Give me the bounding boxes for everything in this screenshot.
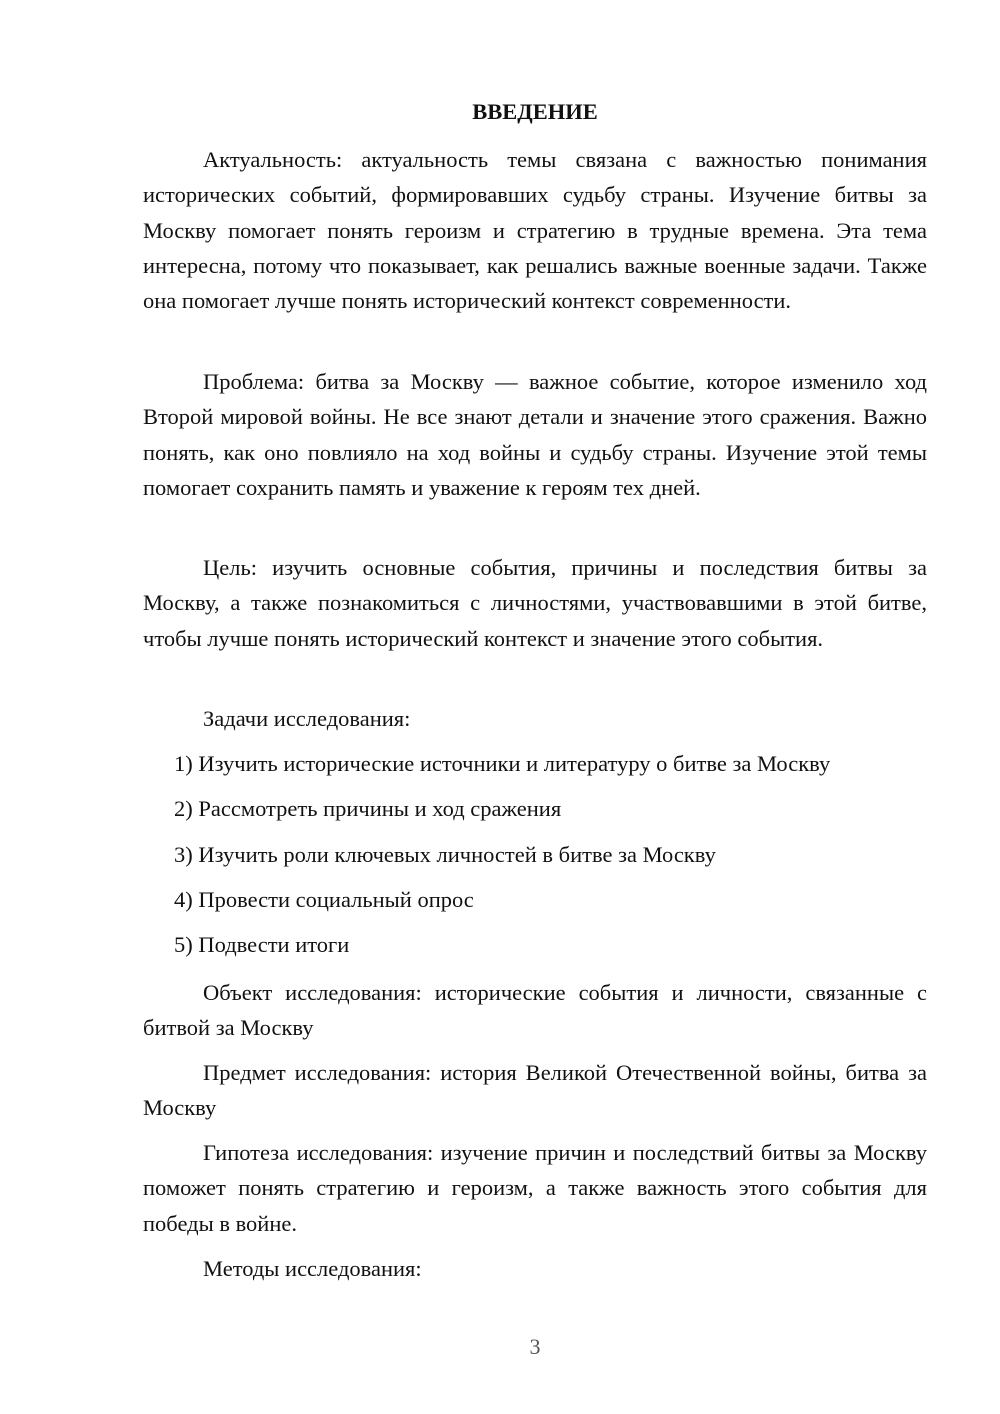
- relevance-paragraph: Актуальность: актуальность темы связана с важностью понимания исторических событий, формировавших судьбу страны. Изучение битвы за Москву помогает понять героизм и стратегию в трудные времена. Эта тема интересна, потому что показывает, как решались важные военные задачи. Также она помогает лучше понять исторический контекст современности.: [143, 147, 927, 314]
- list-item: 3) Изучить роли ключевых личностей в битве за Москву: [174, 841, 716, 867]
- methods-heading: Методы исследования:: [203, 1256, 422, 1281]
- list-item: 1) Изучить исторические источники и литературу о битве за Москву: [174, 751, 831, 776]
- list-item: 4) Провести социальный опрос: [174, 886, 474, 912]
- tasks-list: [174, 749, 830, 975]
- page-title: ВВЕДЕНИЕ: [472, 99, 598, 124]
- problem-paragraph: Проблема: битва за Москву — важное событие, которое изменило ход Второй мировой войны. Не все знают детали и значение этого сражения. Важно понять, как оно повлияло на ход войны и судьбу страны. Изучение этой темы помогает сохранить память и уважение к героям тех дней.: [143, 369, 927, 500]
- list-item: 5) Подвести итоги: [174, 932, 350, 958]
- subject-paragraph: Предмет исследования: история Великой Отечественной войны, битва за Москву: [143, 1060, 927, 1121]
- goal-paragraph: Цель: изучить основные события, причины и последствия битвы за Москву, а также познакомиться с личностями, участвовавшими в этой битве, чтобы лучше понять исторический контекст и значение этого события.: [143, 555, 927, 651]
- tasks-heading: Задачи исследования:: [203, 706, 411, 731]
- page-number: 3: [529, 1334, 541, 1359]
- list-item: 2) Рассмотреть причины и ход сражения: [174, 796, 562, 822]
- hypothesis-paragraph: Гипотеза исследования: изучение причин и последствий битвы за Москву поможет понять стратегию и героизм, а также важность этого события для победы в войне.: [143, 1140, 927, 1236]
- object-paragraph: Объект исследования: исторические события и личности, связанные с битвой за Москву: [143, 980, 927, 1041]
